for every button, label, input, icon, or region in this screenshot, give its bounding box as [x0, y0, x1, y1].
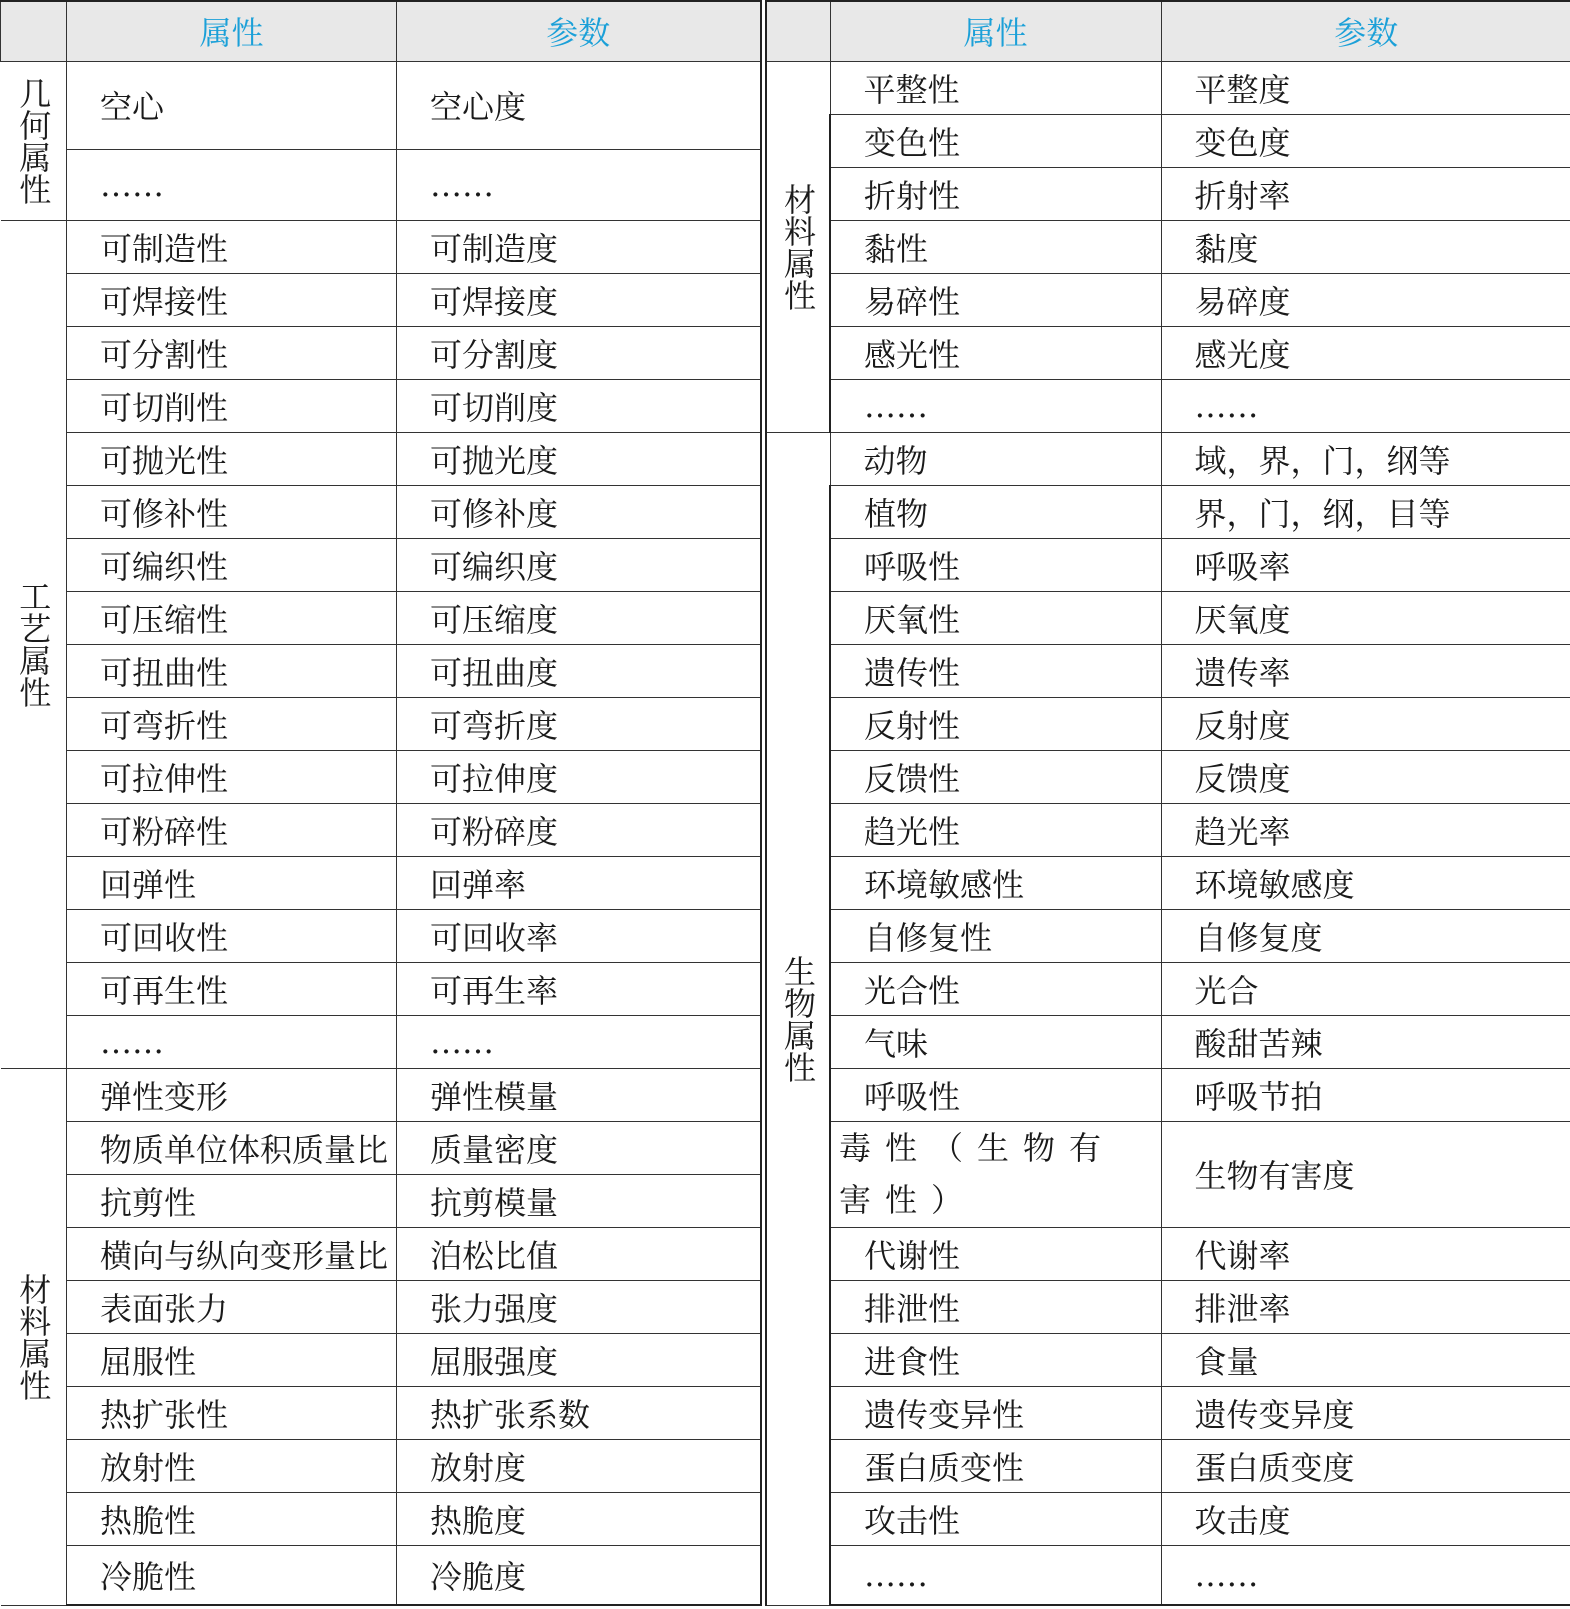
param-cell: 遗传率	[1161, 644, 1570, 697]
table-row	[1, 1121, 761, 1174]
attr-cell: ……	[67, 149, 397, 220]
attr-cell: 冷脆性	[67, 1545, 397, 1605]
attr-cell: 毒性（生物有害性）	[830, 1121, 1161, 1227]
attr-cell: 可回收性	[67, 909, 397, 962]
attr-cell: 表面张力	[67, 1280, 397, 1333]
table-row	[1, 1386, 761, 1439]
attr-cell: 可分割性	[67, 326, 397, 379]
group-label-process: 工艺属性	[1, 220, 67, 1068]
param-cell: 屈服强度	[397, 1333, 761, 1386]
attr-cell: 可扭曲性	[67, 644, 397, 697]
param-cell: 热扩张系数	[397, 1386, 761, 1439]
param-cell: 可分割度	[397, 326, 761, 379]
param-cell: 可修补度	[397, 485, 761, 538]
param-cell: 呼吸节拍	[1161, 1068, 1570, 1121]
table-row	[766, 591, 1570, 644]
group-label-biological: 生物属性	[766, 432, 830, 1605]
left-header-attr: 属性	[67, 1, 397, 61]
attr-cell: 环境敏感性	[830, 856, 1161, 909]
attr-cell: 弹性变形	[67, 1068, 397, 1121]
param-cell: 泊松比值	[397, 1227, 761, 1280]
attr-cell: 折射性	[830, 167, 1161, 220]
attr-cell: 反射性	[830, 697, 1161, 750]
param-cell: 变色度	[1161, 114, 1570, 167]
attr-cell: 遗传变异性	[830, 1386, 1161, 1439]
attr-cell: 放射性	[67, 1439, 397, 1492]
table-row	[1, 326, 761, 379]
table-row	[1, 909, 761, 962]
param-cell: 可焊接度	[397, 273, 761, 326]
table-row	[1, 379, 761, 432]
attr-cell: 屈服性	[67, 1333, 397, 1386]
attr-cell: 呼吸性	[830, 1068, 1161, 1121]
group-label-material: 材料属性	[1, 1068, 67, 1605]
left-header-corner	[1, 1, 67, 61]
right-header-attr: 属性	[830, 1, 1161, 61]
table-row	[1, 1333, 761, 1386]
table-row	[1, 1174, 761, 1227]
param-cell: 易碎度	[1161, 273, 1570, 326]
param-cell: 生物有害度	[1161, 1121, 1570, 1227]
table-row	[766, 856, 1570, 909]
param-cell: 界，门，纲，目等	[1161, 485, 1570, 538]
table-row	[766, 114, 1570, 167]
table-row	[1, 1227, 761, 1280]
attr-cell: 可再生性	[67, 962, 397, 1015]
param-cell: 可弯折度	[397, 697, 761, 750]
group-label-geometry: 几何属性	[1, 61, 67, 220]
param-cell: 热脆度	[397, 1492, 761, 1545]
table-row	[766, 538, 1570, 591]
attr-cell: 动物	[830, 432, 1161, 485]
table-row	[1, 149, 761, 220]
param-cell: 弹性模量	[397, 1068, 761, 1121]
param-cell: 冷脆度	[397, 1545, 761, 1605]
param-cell: 可抛光度	[397, 432, 761, 485]
param-cell: 蛋白质变度	[1161, 1439, 1570, 1492]
attr-cell: 物质单位体积质量比	[67, 1121, 397, 1174]
attr-cell: 光合性	[830, 962, 1161, 1015]
attr-cell: 可抛光性	[67, 432, 397, 485]
table-row	[1, 697, 761, 750]
table-row	[766, 61, 1570, 114]
table-row	[766, 909, 1570, 962]
attr-cell: 可编织性	[67, 538, 397, 591]
table-row	[1, 803, 761, 856]
right-header-corner	[766, 1, 830, 61]
param-cell: 可拉伸度	[397, 750, 761, 803]
table-row	[1, 220, 761, 273]
param-cell: 折射率	[1161, 167, 1570, 220]
param-cell: 张力强度	[397, 1280, 761, 1333]
left-header-param: 参数	[397, 1, 761, 61]
param-cell: 遗传变异度	[1161, 1386, 1570, 1439]
table-row	[766, 1492, 1570, 1545]
table-row	[766, 1068, 1570, 1121]
param-cell: 趋光率	[1161, 803, 1570, 856]
param-cell: 可编织度	[397, 538, 761, 591]
group-label-material-right: 材料属性	[766, 61, 830, 432]
table-row	[766, 1386, 1570, 1439]
attr-cell: 代谢性	[830, 1227, 1161, 1280]
table-row	[1, 485, 761, 538]
param-cell: 空心度	[397, 61, 761, 149]
attr-cell: ……	[830, 1545, 1161, 1605]
attr-cell: 横向与纵向变形量比	[67, 1227, 397, 1280]
param-cell: ……	[1161, 379, 1570, 432]
param-cell: 呼吸率	[1161, 538, 1570, 591]
table-row	[766, 1121, 1570, 1227]
param-cell: 厌氧度	[1161, 591, 1570, 644]
attr-cell: 抗剪性	[67, 1174, 397, 1227]
table-row	[1, 432, 761, 485]
table-row	[1, 962, 761, 1015]
param-cell: 平整度	[1161, 61, 1570, 114]
table-row	[766, 1015, 1570, 1068]
param-cell: 放射度	[397, 1439, 761, 1492]
attr-cell: 遗传性	[830, 644, 1161, 697]
table-row	[1, 1015, 761, 1068]
table-row	[766, 1545, 1570, 1605]
table-row	[1, 61, 761, 149]
param-cell: 反馈度	[1161, 750, 1570, 803]
param-cell: 黏度	[1161, 220, 1570, 273]
table-row	[1, 750, 761, 803]
table-row	[1, 644, 761, 697]
attr-cell: 呼吸性	[830, 538, 1161, 591]
attr-cell: 植物	[830, 485, 1161, 538]
attr-cell: 变色性	[830, 114, 1161, 167]
table-row	[1, 273, 761, 326]
table-row	[1, 1439, 761, 1492]
attr-cell: 排泄性	[830, 1280, 1161, 1333]
table-row	[766, 432, 1570, 485]
table-row	[766, 326, 1570, 379]
param-cell: 反射度	[1161, 697, 1570, 750]
attr-cell: 进食性	[830, 1333, 1161, 1386]
attr-cell: 趋光性	[830, 803, 1161, 856]
table-row	[766, 697, 1570, 750]
attr-cell: 热扩张性	[67, 1386, 397, 1439]
table-row	[766, 1333, 1570, 1386]
table-row	[766, 1227, 1570, 1280]
attr-cell: 空心	[67, 61, 397, 149]
table-row	[766, 644, 1570, 697]
param-cell: 可再生率	[397, 962, 761, 1015]
attr-cell: 平整性	[830, 61, 1161, 114]
table-row	[1, 1492, 761, 1545]
left-header-row	[1, 1, 761, 61]
table-row	[766, 962, 1570, 1015]
right-header-row	[766, 1, 1570, 61]
param-cell: 光合	[1161, 962, 1570, 1015]
param-cell: 可回收率	[397, 909, 761, 962]
table-row	[766, 273, 1570, 326]
param-cell: 攻击度	[1161, 1492, 1570, 1545]
left-property-table	[0, 0, 762, 1606]
attr-cell: 可制造性	[67, 220, 397, 273]
attr-cell: 可拉伸性	[67, 750, 397, 803]
param-cell: 自修复度	[1161, 909, 1570, 962]
param-cell: 可扭曲度	[397, 644, 761, 697]
attr-cell: 黏性	[830, 220, 1161, 273]
attr-cell: 可压缩性	[67, 591, 397, 644]
right-header-param: 参数	[1161, 1, 1570, 61]
table-row	[766, 750, 1570, 803]
attr-cell: 厌氧性	[830, 591, 1161, 644]
attr-cell: 气味	[830, 1015, 1161, 1068]
table-row	[1, 1545, 761, 1605]
attr-cell: 回弹性	[67, 856, 397, 909]
attr-cell: 热脆性	[67, 1492, 397, 1545]
attr-cell: 可焊接性	[67, 273, 397, 326]
param-cell: ……	[397, 149, 761, 220]
attr-cell: 可切削性	[67, 379, 397, 432]
table-row	[766, 803, 1570, 856]
param-cell: 域，界，门，纲等	[1161, 432, 1570, 485]
table-row	[1, 1280, 761, 1333]
table-row	[766, 1280, 1570, 1333]
param-cell: 食量	[1161, 1333, 1570, 1386]
attr-cell: 自修复性	[830, 909, 1161, 962]
param-cell: 可制造度	[397, 220, 761, 273]
attr-cell: 攻击性	[830, 1492, 1161, 1545]
attr-cell: 蛋白质变性	[830, 1439, 1161, 1492]
param-cell: 排泄率	[1161, 1280, 1570, 1333]
attr-cell: 可弯折性	[67, 697, 397, 750]
param-cell: 抗剪模量	[397, 1174, 761, 1227]
attr-cell: ……	[830, 379, 1161, 432]
table-row	[766, 379, 1570, 432]
table-row	[1, 591, 761, 644]
attr-cell: 感光性	[830, 326, 1161, 379]
attr-cell: 可修补性	[67, 485, 397, 538]
table-row	[766, 1439, 1570, 1492]
table-row	[766, 485, 1570, 538]
attr-cell: 可粉碎性	[67, 803, 397, 856]
right-property-table	[765, 0, 1570, 1606]
table-row	[1, 856, 761, 909]
table-row	[1, 538, 761, 591]
param-cell: 可粉碎度	[397, 803, 761, 856]
param-cell: 可切削度	[397, 379, 761, 432]
param-cell: 质量密度	[397, 1121, 761, 1174]
param-cell: 回弹率	[397, 856, 761, 909]
param-cell: 感光度	[1161, 326, 1570, 379]
table-row	[1, 1068, 761, 1121]
param-cell: 环境敏感度	[1161, 856, 1570, 909]
param-cell: ……	[1161, 1545, 1570, 1605]
table-row	[766, 220, 1570, 273]
attr-cell: 易碎性	[830, 273, 1161, 326]
param-cell: 代谢率	[1161, 1227, 1570, 1280]
table-row	[766, 167, 1570, 220]
attr-cell: ……	[67, 1015, 397, 1068]
param-cell: 酸甜苦辣	[1161, 1015, 1570, 1068]
param-cell: 可压缩度	[397, 591, 761, 644]
param-cell: ……	[397, 1015, 761, 1068]
attr-cell: 反馈性	[830, 750, 1161, 803]
